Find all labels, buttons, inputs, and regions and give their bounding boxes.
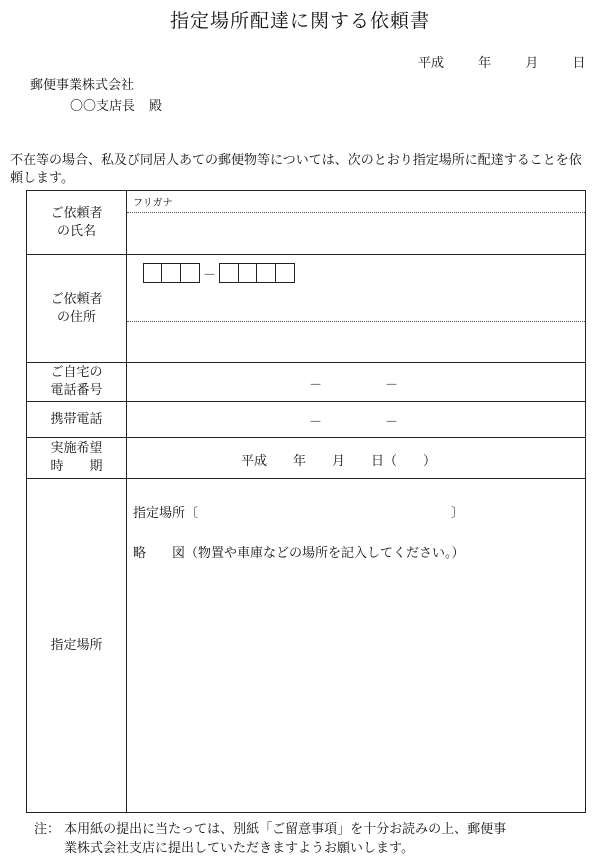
footnote-prefix: 注： — [34, 822, 61, 837]
furigana-label: フリガナ — [133, 198, 173, 209]
address-label-line-2: の住所 — [56, 309, 96, 325]
furigana-divider — [127, 212, 585, 213]
location-bracket-close: 〕 — [451, 506, 465, 521]
address-label-line-1: ご依頼者 — [50, 291, 103, 307]
zip-digit-box[interactable] — [181, 264, 199, 282]
addressee-honorific: 殿 — [149, 99, 163, 114]
home-phone-field[interactable] — [127, 363, 585, 401]
address-divider — [127, 321, 585, 322]
footnote-line-1: 本用紙の提出に当たっては、別紙「ご留意事項」を十分お読みの上、郵便事 — [64, 822, 507, 837]
footnote-line-2: 業株式会社支店に提出していただきますようお願いします。 — [64, 841, 414, 856]
zip-digit-box[interactable] — [220, 264, 239, 282]
footnote — [34, 820, 594, 858]
zip-digit-box[interactable] — [239, 264, 258, 282]
period-label-line-2: 時 期 — [50, 459, 103, 474]
zip-digit-box[interactable] — [144, 264, 162, 282]
zip-separator: － — [203, 268, 217, 283]
name-label — [27, 191, 127, 254]
sketch-label: 略 図（物置や車庫などの場所を記入してください。） — [133, 546, 465, 561]
date-month: 月 — [525, 56, 539, 71]
zip-first-boxes[interactable] — [143, 263, 200, 283]
zip-digit-box[interactable] — [276, 264, 294, 282]
period-row — [27, 438, 585, 479]
intro-text: 不在等の場合、私及び同居人あての郵便物等については、次のとおり指定場所に配達することを依頼します。 — [10, 153, 582, 186]
mobile-dash-1: － — [309, 415, 323, 430]
home-phone-row — [27, 363, 585, 402]
address-label — [27, 255, 127, 362]
date-line — [418, 52, 585, 71]
mobile-phone-field[interactable] — [127, 402, 585, 437]
location-field[interactable] — [127, 479, 585, 812]
date-era: 平成 — [418, 56, 445, 71]
document-title: 指定場所配達に関する依頼書 — [169, 10, 430, 32]
address-field[interactable] — [127, 255, 585, 362]
location-bracket-open: 指定場所〔 — [133, 506, 199, 521]
location-row — [27, 479, 585, 812]
location-label: 指定場所 — [27, 479, 127, 812]
addressee-branch-line — [70, 95, 162, 114]
zip-second-boxes[interactable] — [219, 263, 295, 283]
zip-digit-box[interactable] — [162, 264, 180, 282]
addressee-branch: 〇〇支店長 — [70, 99, 136, 114]
zip-digit-box[interactable] — [257, 264, 276, 282]
mobile-dash-2: － — [385, 415, 399, 430]
request-form-table — [26, 190, 586, 813]
period-label — [27, 438, 127, 478]
addressee-company: 郵便事業株式会社 — [30, 78, 135, 93]
name-label-line-1: ご依頼者 — [50, 205, 103, 221]
period-field[interactable] — [127, 438, 585, 478]
home-phone-dash-2: － — [385, 378, 399, 393]
mobile-phone-row — [27, 402, 585, 438]
date-year: 年 — [478, 56, 492, 71]
home-phone-label-line-1: ご自宅の — [50, 365, 103, 380]
home-phone-label — [27, 363, 127, 401]
name-field[interactable] — [127, 191, 585, 254]
period-value: 平成 年 月 日（ ） — [241, 454, 437, 469]
name-row — [27, 191, 585, 255]
mobile-phone-label: 携帯電話 — [27, 402, 127, 437]
home-phone-label-line-2: 電話番号 — [50, 383, 103, 398]
date-day: 日 — [572, 56, 586, 71]
home-phone-dash-1: － — [309, 378, 323, 393]
address-row — [27, 255, 585, 363]
period-label-line-1: 実施希望 — [50, 441, 103, 456]
name-label-line-2: の氏名 — [56, 223, 96, 239]
